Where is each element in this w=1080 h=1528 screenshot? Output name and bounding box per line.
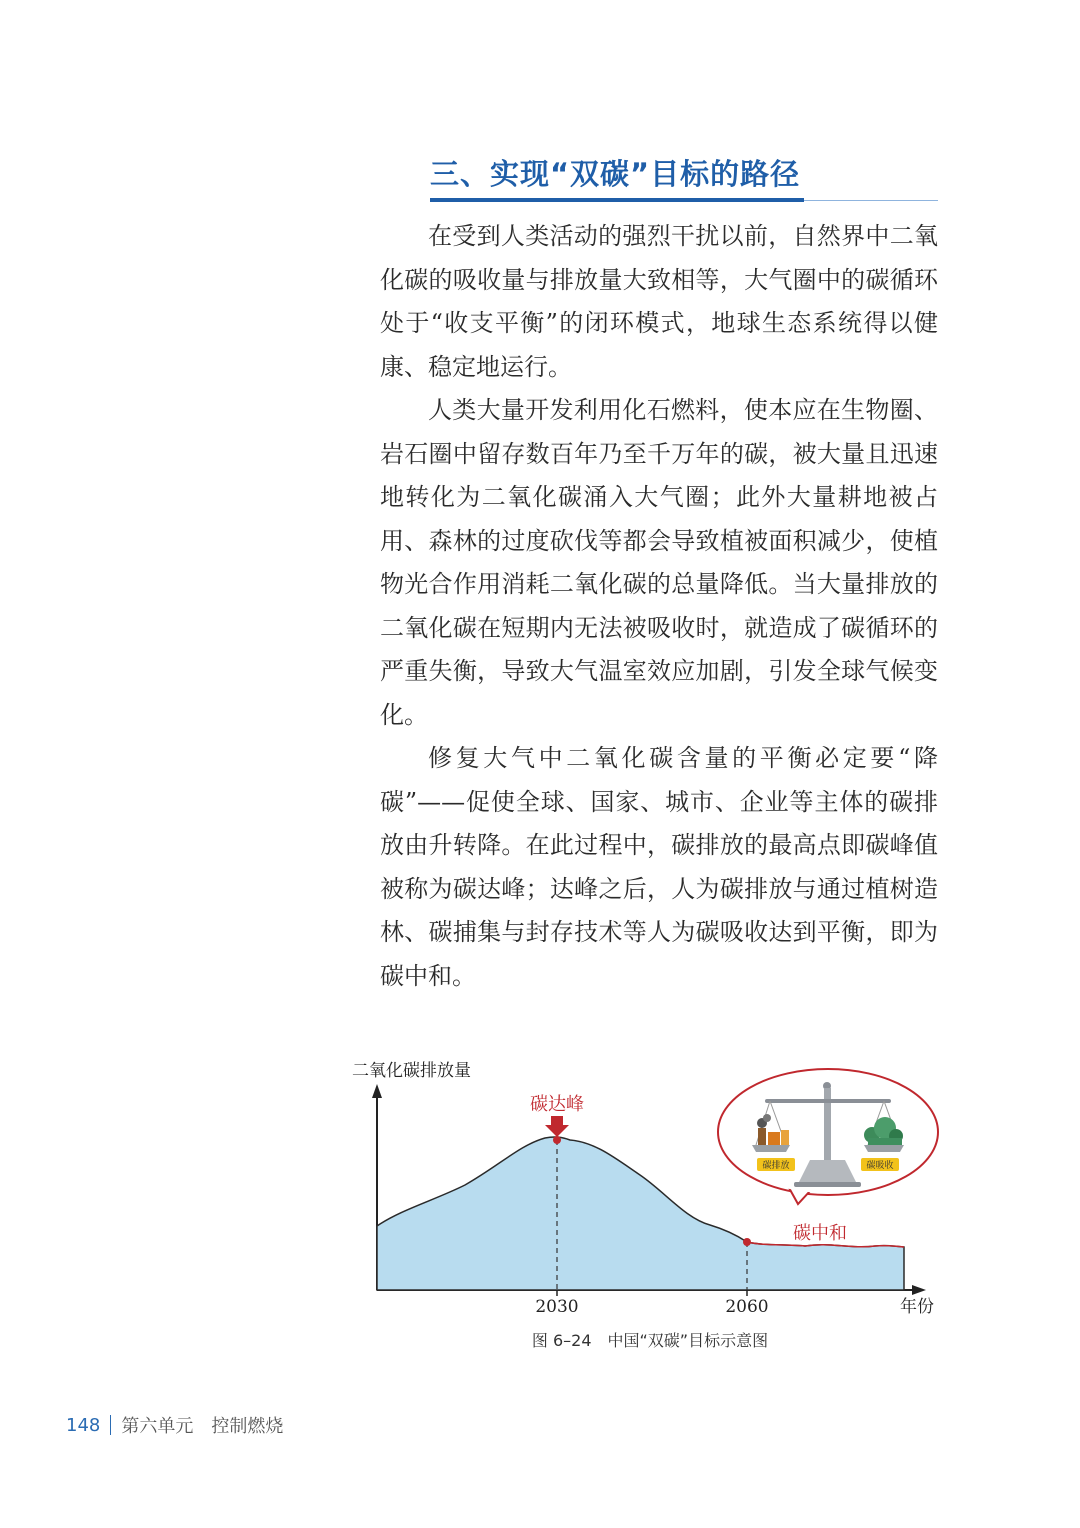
- paragraph: 人类大量开发利用化石燃料，使本应在生物圈、岩石圈中留存数百年乃至千万年的碳，被大量且迅速地转化为二氧化碳涌入大气圈；此外大量耕地被占用、森林的过度砍伐等都会导致植被面积减少，使植物光合作用消耗二氧化碳的总量降低。当大量排放的二氧化碳在短期内无法被吸收时，就造成了碳循环的严重失衡，导致大气温室效应加剧，引发全球气候变化。: [380, 396, 938, 729]
- title-underline: [430, 198, 804, 202]
- footer-divider: [110, 1415, 111, 1435]
- x-axis-label: 年份: [900, 1297, 934, 1317]
- absorption-tag-label: 碳吸收: [866, 1161, 894, 1171]
- x-axis-arrow: [912, 1285, 926, 1295]
- peak-arrow: [545, 1116, 569, 1137]
- body-text: [380, 215, 938, 998]
- peak-label: 碳达峰: [530, 1094, 584, 1115]
- dual-carbon-chart: [340, 1050, 960, 1320]
- neutral-point: [743, 1238, 751, 1246]
- paragraph: 修复大气中二氧化碳含量的平衡必定要“降碳”——促使全球、国家、城市、企业等主体的碳排放由升转降。在此过程中，碳排放的最高点即碳峰值被称为碳达峰；达峰之后，人为碳排放与通过植树造林、碳捕集与封存技术等人为碳吸收达到平衡，即为碳中和。: [380, 744, 938, 990]
- y-axis-arrow: [372, 1084, 382, 1098]
- page-number: 148: [66, 1414, 101, 1436]
- paragraph: 在受到人类活动的强烈干扰以前，自然界中二氧化碳的吸收量与排放量大致相等，大气圈中的碳循环处于“收支平衡”的闭环模式，地球生态系统得以健康、稳定地运行。: [380, 222, 938, 381]
- peak-point: [553, 1136, 561, 1144]
- chapter-title: 控制燃烧: [211, 1416, 284, 1437]
- tick-label-2030: 2030: [535, 1297, 579, 1317]
- section-title: 三、实现“双碳”目标的路径: [430, 157, 801, 191]
- page-footer: [66, 1412, 283, 1438]
- title-underline-extension: [804, 200, 938, 201]
- tick-label-2060: 2060: [725, 1297, 769, 1317]
- neutral-label: 碳中和: [793, 1223, 847, 1244]
- unit-label: 第六单元: [121, 1416, 194, 1437]
- figure-caption: 图 6–24 中国“双碳”目标示意图: [531, 1331, 769, 1350]
- y-axis-label: 二氧化碳排放量: [352, 1061, 471, 1081]
- emission-tag-label: 碳排放: [762, 1161, 790, 1171]
